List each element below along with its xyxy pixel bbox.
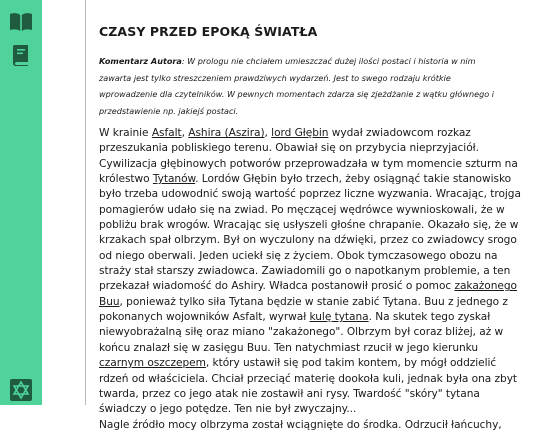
story-text-segment: ,	[264, 127, 272, 139]
link-czarnym-oszczepem[interactable]: czarnym oszczepem	[99, 357, 206, 370]
link-lord-glebin[interactable]: lord Głębin	[271, 127, 329, 139]
story-text	[99, 126, 524, 433]
page-divider	[85, 0, 86, 405]
story-text-segment: ,	[181, 127, 189, 139]
link-tytanow[interactable]: Tytanów	[152, 173, 196, 186]
link-asfalt[interactable]: Asfalt	[151, 127, 182, 139]
sidebar	[0, 0, 42, 405]
document-title: CZASY PRZED EPOKĄ ŚWIATŁA	[99, 24, 318, 39]
closed-book-icon[interactable]	[9, 43, 33, 67]
link-ashira[interactable]: Ashira (Aszira)	[188, 127, 265, 139]
story-text-segment: . Na skutek tego zyskał niewyobrażalną siłę oraz miano "zakażonego". Olbrzym był coraz bliżej, aż w końcu znalazł się w zasięgu Buu. Ten natychmiast rzucił w jego kierunku	[99, 311, 504, 354]
author-note-text: : W prologu nie chciałem umieszczać dużej ilości postaci i historia w nim zawarta jest tylko streszczeniem prawdziwych wydarzeń. Jest to swego rodzaju krótkie wprowadzenie dla czytelników. W pewnych momentach zdarza się zjeżdżanie z wątku głównego i przedstawienie np. jakiejś postaci.	[99, 56, 494, 116]
story-text-segment: Nagle źródło mocy olbrzyma został wciągnięte do środka. Odrzucił łańcuchy,	[99, 418, 502, 431]
story-text-segment: . Lordów Głębin było trzech, żeby osiągnąć takie stanowisko było trzeba udowodnić swoją wartość poprzez liczne wyzwania. Wracając, trojga pomagierów udało się na zwiad. Po męczącej wędrówce wywnioskowali, że w pobliżu brak wrogów. Wracając się usłyszeli głośne chrapanie. Okazało się, że w krzakach spał olbrzym. Był on wyczulony na dźwięki, przez co zwiadowcy srogo od niego oberwali. Jeden uciekł się z życiem. Obok tymczasowego obozu na straży stał starszy zwiadowca. Zawiadomili go o napotkanym problemie, a ten przekazał wiadomość do Ashiry. Władca postanowił prosić o pomoc	[99, 173, 521, 293]
link-zakazonego-buu[interactable]: zakażonego Buu	[99, 280, 517, 308]
author-note-label: Komentarz Autora	[99, 56, 182, 66]
story-text-segment: , ponieważ tylko siła Tytana będzie w stanie zabić Tytana. Buu z jednego z pokonanych wojowników Asfalt, wyrwał	[99, 295, 508, 324]
link-kule-tytana[interactable]: kulę tytana	[309, 311, 369, 324]
story-text-segment: wydał zwiadowcom rozkaz przeszukania pobliskiego terenu. Obawiał się on przybycia nieprzyjaciół. Cywilizacja głębinowych potworów przeprowadzała w tym momencie szturm na królestwo	[99, 127, 518, 186]
story-text-segment: W krainie	[99, 127, 152, 139]
open-book-icon[interactable]	[9, 10, 33, 34]
star-of-david-icon[interactable]	[9, 378, 33, 402]
author-note	[99, 53, 509, 119]
story-text-segment: , który ustawił się pod takim kontem, by mógł oddzielić rdzeń od właściciela. Chciał przeciąć materię dookoła kuli, jednak była ona zbyt twarda, przez co jego atak nie zostawił ani rysy. Twardość "skóry" tytana świadczy o jego potędze. Ten nie był zwyczajny...	[99, 357, 518, 416]
